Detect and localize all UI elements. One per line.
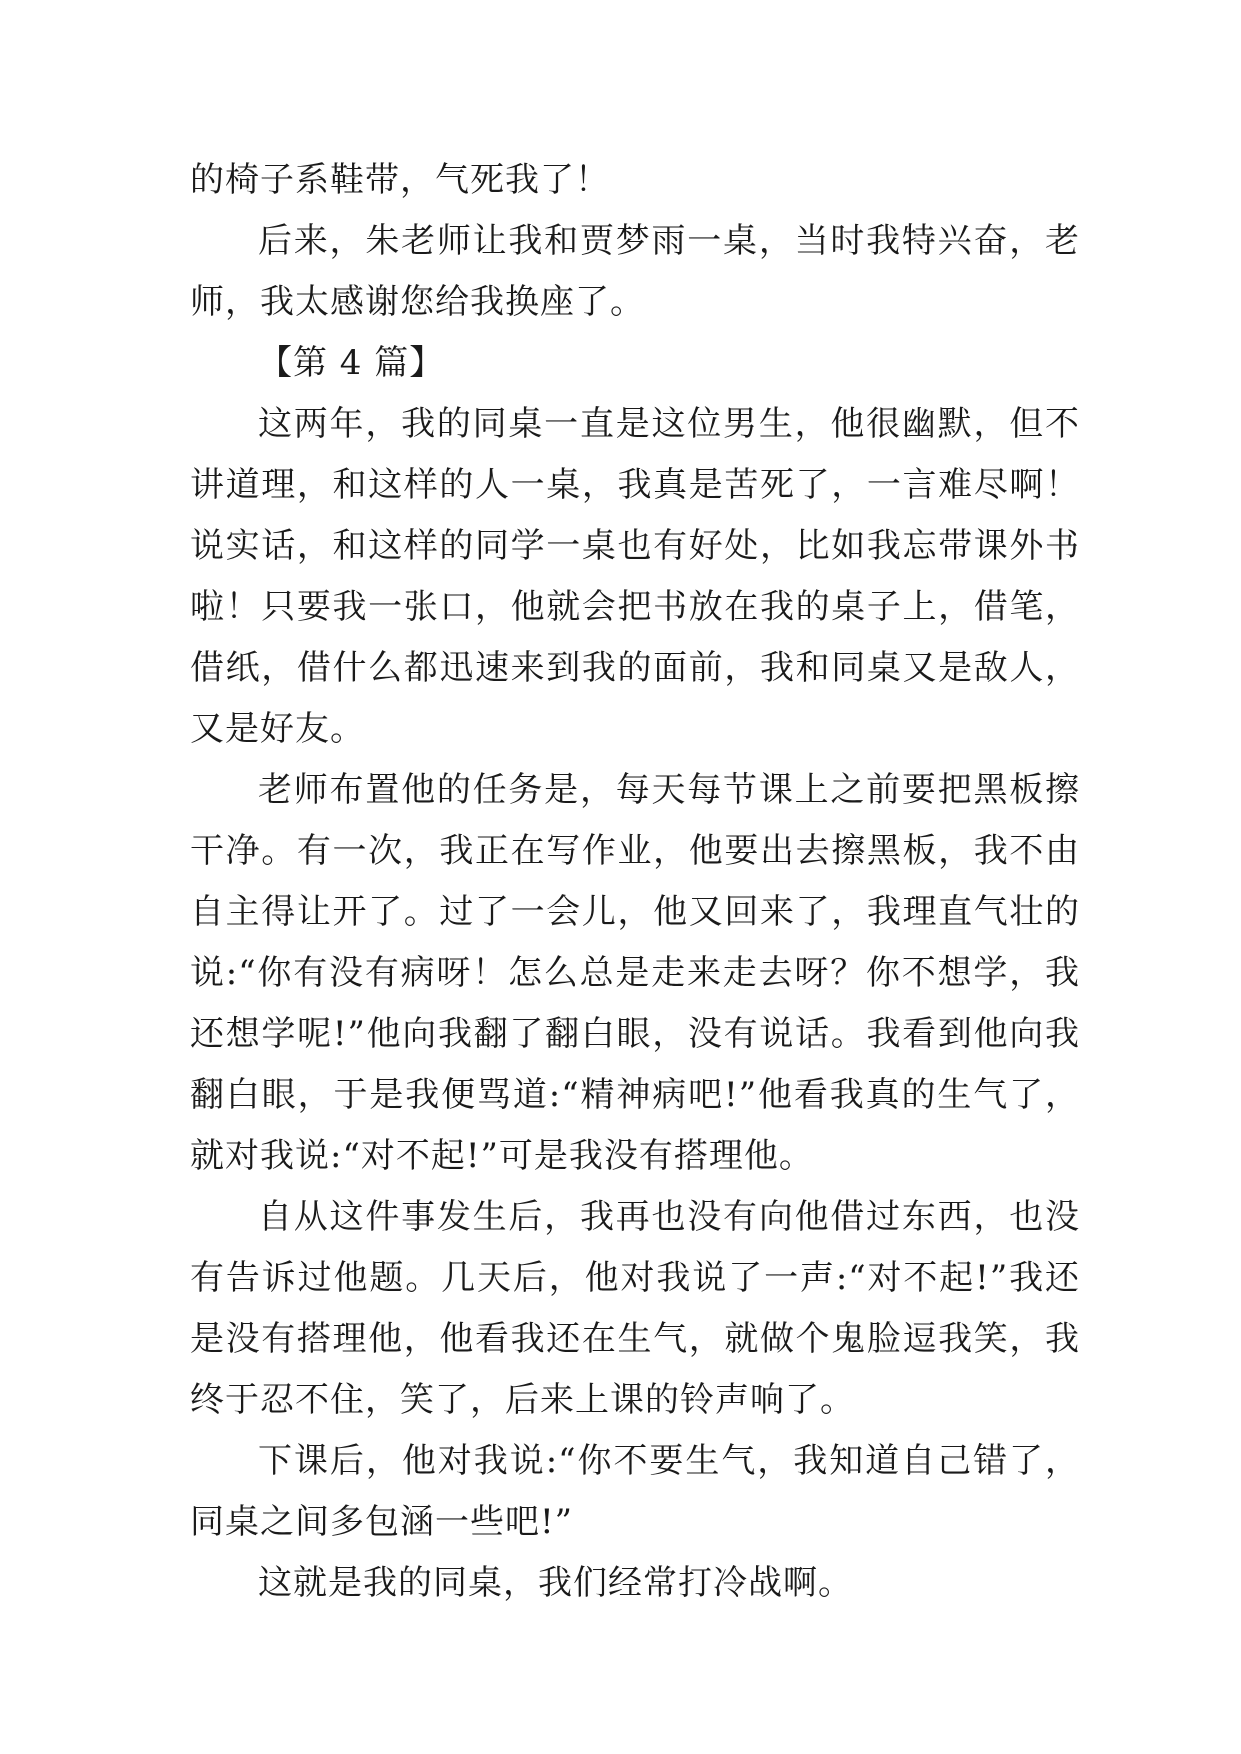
paragraph: 下课后，他对我说:“你不要生气，我知道自己错了，同桌之间多包涵一些吧!” [190,1441,1080,1542]
paragraph: 老师布置他的任务是，每天每节课上之前要把黑板擦干净。有一次，我正在写作业，他要出去擦黑板，我不由自主得让开了。过了一会儿，他又回来了，我理直气壮的说:“你有没有病呀！怎么总是走来走去呀？你不想学，我还想学呢!”他向我翻了翻白眼，没有说话。我看到他向我翻白眼，于是我便骂道:“精神病吧!”他看我真的生气了，就对我说:“对不起!”可是我没有搭理他。 [190,770,1080,1176]
paragraph: 这两年，我的同桌一直是这位男生，他很幽默，但不讲道理，和这样的人一桌，我真是苦死了，一言难尽啊！说实话，和这样的同学一桌也有好处，比如我忘带课外书啦！只要我一张口，他就会把书放在我的桌子上，借笔，借纸，借什么都迅速来到我的面前，我和同桌又是敌人，又是好友。 [190,404,1080,749]
body-text [190,150,1080,1614]
paragraph-continuation: 的椅子系鞋带，气死我了！ [190,160,610,200]
paragraph: 自从这件事发生后，我再也没有向他借过东西，也没有告诉过他题。几天后，他对我说了一声:“对不起!”我还是没有搭理他，他看我还在生气，就做个鬼脸逗我笑，我终于忍不住，笑了，后来上课的铃声响了。 [190,1197,1080,1420]
paragraph: 这就是我的同桌，我们经常打冷战啊。 [258,1563,853,1603]
paragraph: 后来，朱老师让我和贾梦雨一桌，当时我特兴奋，老师，我太感谢您给我换座了。 [190,221,1080,322]
section-heading: 【第 4 篇】 [258,343,445,383]
